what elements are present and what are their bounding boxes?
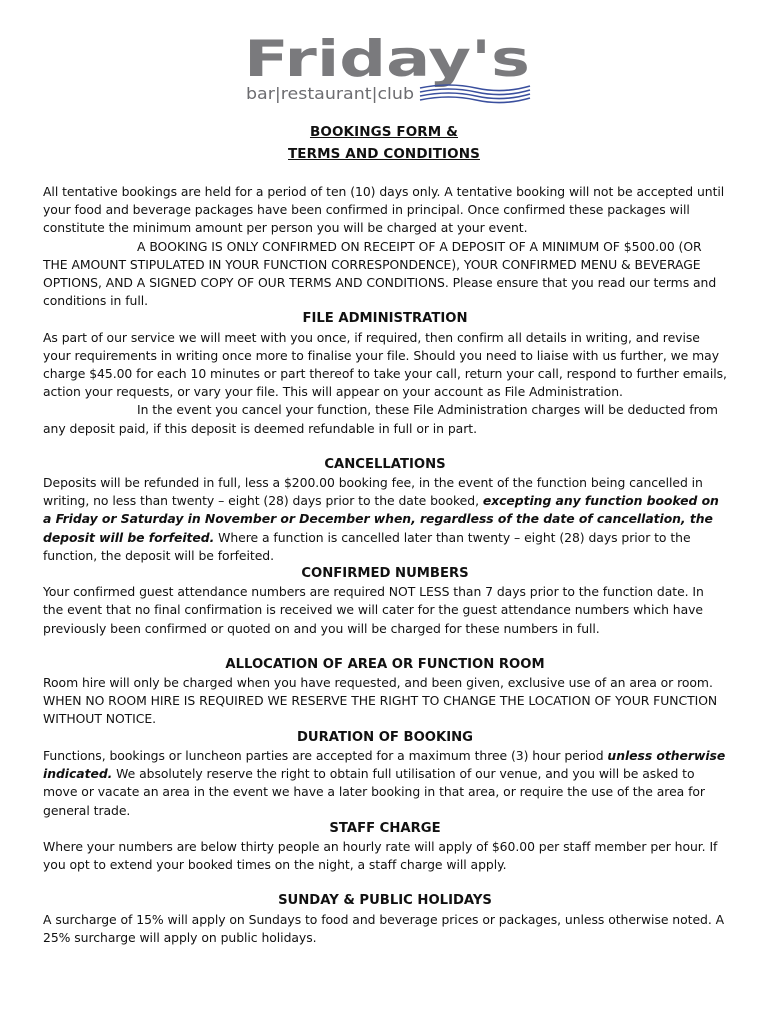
file-admin-cancel-text: In the event you cancel your function, these File Administration charges will be deducted from any deposit paid, if this deposit is deemed refundable in full or in part. [43,402,718,436]
cancellations-text-c: Where a function is cancelled later than twenty – eight (28) days prior to the function, the deposit will be forfeited. [43,529,691,563]
cancellations-paragraph [43,474,727,565]
allocation-paragraph: Room hire will only be charged when you have requested, and been given, exclusive use of an area or room. WHEN NO ROOM HIRE IS REQUIRED WE RESERVE THE RIGHT TO CHANGE THE LOCATION OF YOUR FUNCTION WITHOUT NOTICE. [43,675,718,727]
staff-charge-heading: STAFF CHARGE [329,820,441,836]
confirmed-numbers-paragraph: Your confirmed guest attendance numbers are required NOT LESS than 7 days prior to the function date. In the event that no final confirmation is received we will cater for the guest attendance numbers which have previously been confirmed or quoted on and you will be charged for these numbers in full. [43,584,704,636]
duration-emphasis: unless otherwise indicated. [43,747,726,782]
confirmed-numbers-heading: CONFIRMED NUMBERS [301,566,469,582]
title-line-1: BOOKINGS FORM & [309,124,459,140]
intro-paragraph: All tentative bookings are held for a period of ten (10) days only. A tentative booking will not be accepted until your food and beverage packages have been confirmed in principal. Once confirmed these packages will constitute the minimum amount per person you will be charged at your event. [43,184,725,236]
logo-name: Friday's [244,36,530,88]
fridays-logo-graphic [244,36,534,108]
title-line-2: TERMS AND CONDITIONS [288,146,480,162]
fridays-logo [244,36,534,108]
allocation-heading: ALLOCATION OF AREA OR FUNCTION ROOM [225,656,545,672]
duration-text-a: Functions, bookings or luncheon parties are accepted for a maximum three (3) hour period [43,747,608,763]
duration-text-c: We absolutely reserve the right to obtain full utilisation of our venue, and you will be asked to move or vacate an area in the event we have a later booking in that area, or require the use of the area for general trade. [43,766,705,818]
file-admin-cancel-paragraph [43,401,727,437]
logo-tagline: bar|restaurant|club [246,84,414,103]
deposit-text: A BOOKING IS ONLY CONFIRMED ON RECEIPT OF A DEPOSIT OF A MINIMUM OF $500.00 (OR THE AMOUNT STIPULATED IN YOUR FUNCTION CORRESPONDENCE), YOUR CONFIRMED MENU & BEVERAGE OPTIONS, AND A SIGNED COPY OF OUR TERMS AND CONDITIONS. Please ensure that you read our terms and conditions in full. [43,238,717,309]
terms-body [43,183,727,947]
file-admin-paragraph: As part of our service we will meet with you once, if required, then confirm all details in writing, and revise your requirements in writing once more to finalise your file. Should you need to liaise with us further, we may charge $45.00 for each 10 minutes or part thereof to take your call, return your call, respond to further emails, action your requests, or vary your file. This will appear on your account as File Administration. [43,329,727,400]
file-admin-heading: FILE ADMINISTRATION [302,311,468,327]
duration-heading: DURATION OF BOOKING [296,729,473,745]
cancellations-text-a: Deposits will be refunded in full, less a $200.00 booking fee, in the event of the function being cancelled in writing, no less than twenty – eight (28) days prior to the date booked, [43,475,703,509]
cancellations-emphasis: excepting any function booked on a Friday or Saturday in November or December when, regardless of the date of cancellation, the deposit will be forfeited. [43,493,719,545]
staff-charge-paragraph: Where your numbers are below thirty people an hourly rate will apply of $60.00 per staff member per hour. If you opt to extend your booked times on the night, a staff charge will apply. [43,838,718,873]
duration-paragraph [43,747,727,820]
cancellations-heading: CANCELLATIONS [324,456,446,472]
sunday-holidays-paragraph: A surcharge of 15% will apply on Sundays to food and beverage prices or packages, unless otherwise noted. A 25% surcharge will apply on public holidays. [43,911,725,945]
sunday-holidays-heading: SUNDAY & PUBLIC HOLIDAYS [278,893,492,909]
deposit-paragraph [43,238,727,311]
